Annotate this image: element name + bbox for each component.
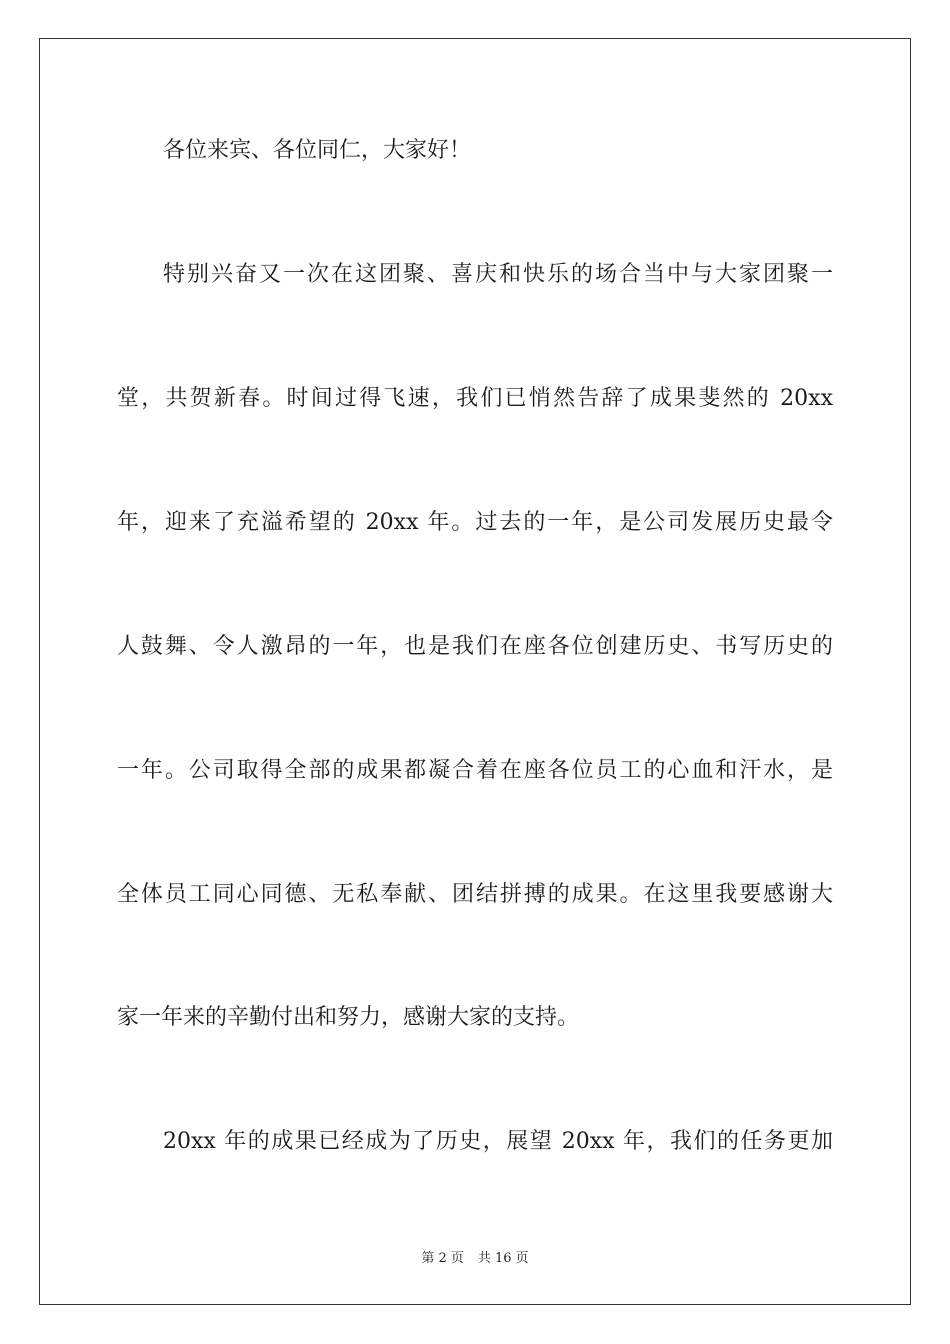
- paragraph-line: 家一年来的辛勤付出和努力，感谢大家的支持。: [117, 1005, 580, 1030]
- paragraph-line: 堂，共贺新春。时间过得飞速，我们已悄然告辞了成果斐然的 20xx: [117, 386, 833, 411]
- paragraph-line: 20xx 年的成果已经成为了历史，展望 20xx 年，我们的任务更加: [163, 1129, 833, 1154]
- page-total: 共 16 页: [477, 1251, 529, 1266]
- greeting-line: 各位来宾、各位同仁，大家好！: [163, 138, 472, 163]
- page-number: 第 2 页: [421, 1251, 464, 1266]
- paragraph-line: 一年。公司取得全部的成果都凝合着在座各位员工的心血和汗水，是: [117, 758, 833, 783]
- page-footer: [0, 1247, 950, 1266]
- paragraph-line: 特别兴奋又一次在这团聚、喜庆和快乐的场合当中与大家团聚一: [163, 262, 833, 287]
- paragraph-line: 年，迎来了充溢希望的 20xx 年。过去的一年，是公司发展历史最令: [117, 510, 833, 535]
- page-border: [39, 38, 911, 1305]
- paragraph-line: 全体员工同心同德、无私奉献、团结拼搏的成果。在这里我要感谢大: [117, 882, 833, 907]
- paragraph-line: 人鼓舞、令人激昂的一年，也是我们在座各位创建历史、书写历史的: [117, 634, 833, 659]
